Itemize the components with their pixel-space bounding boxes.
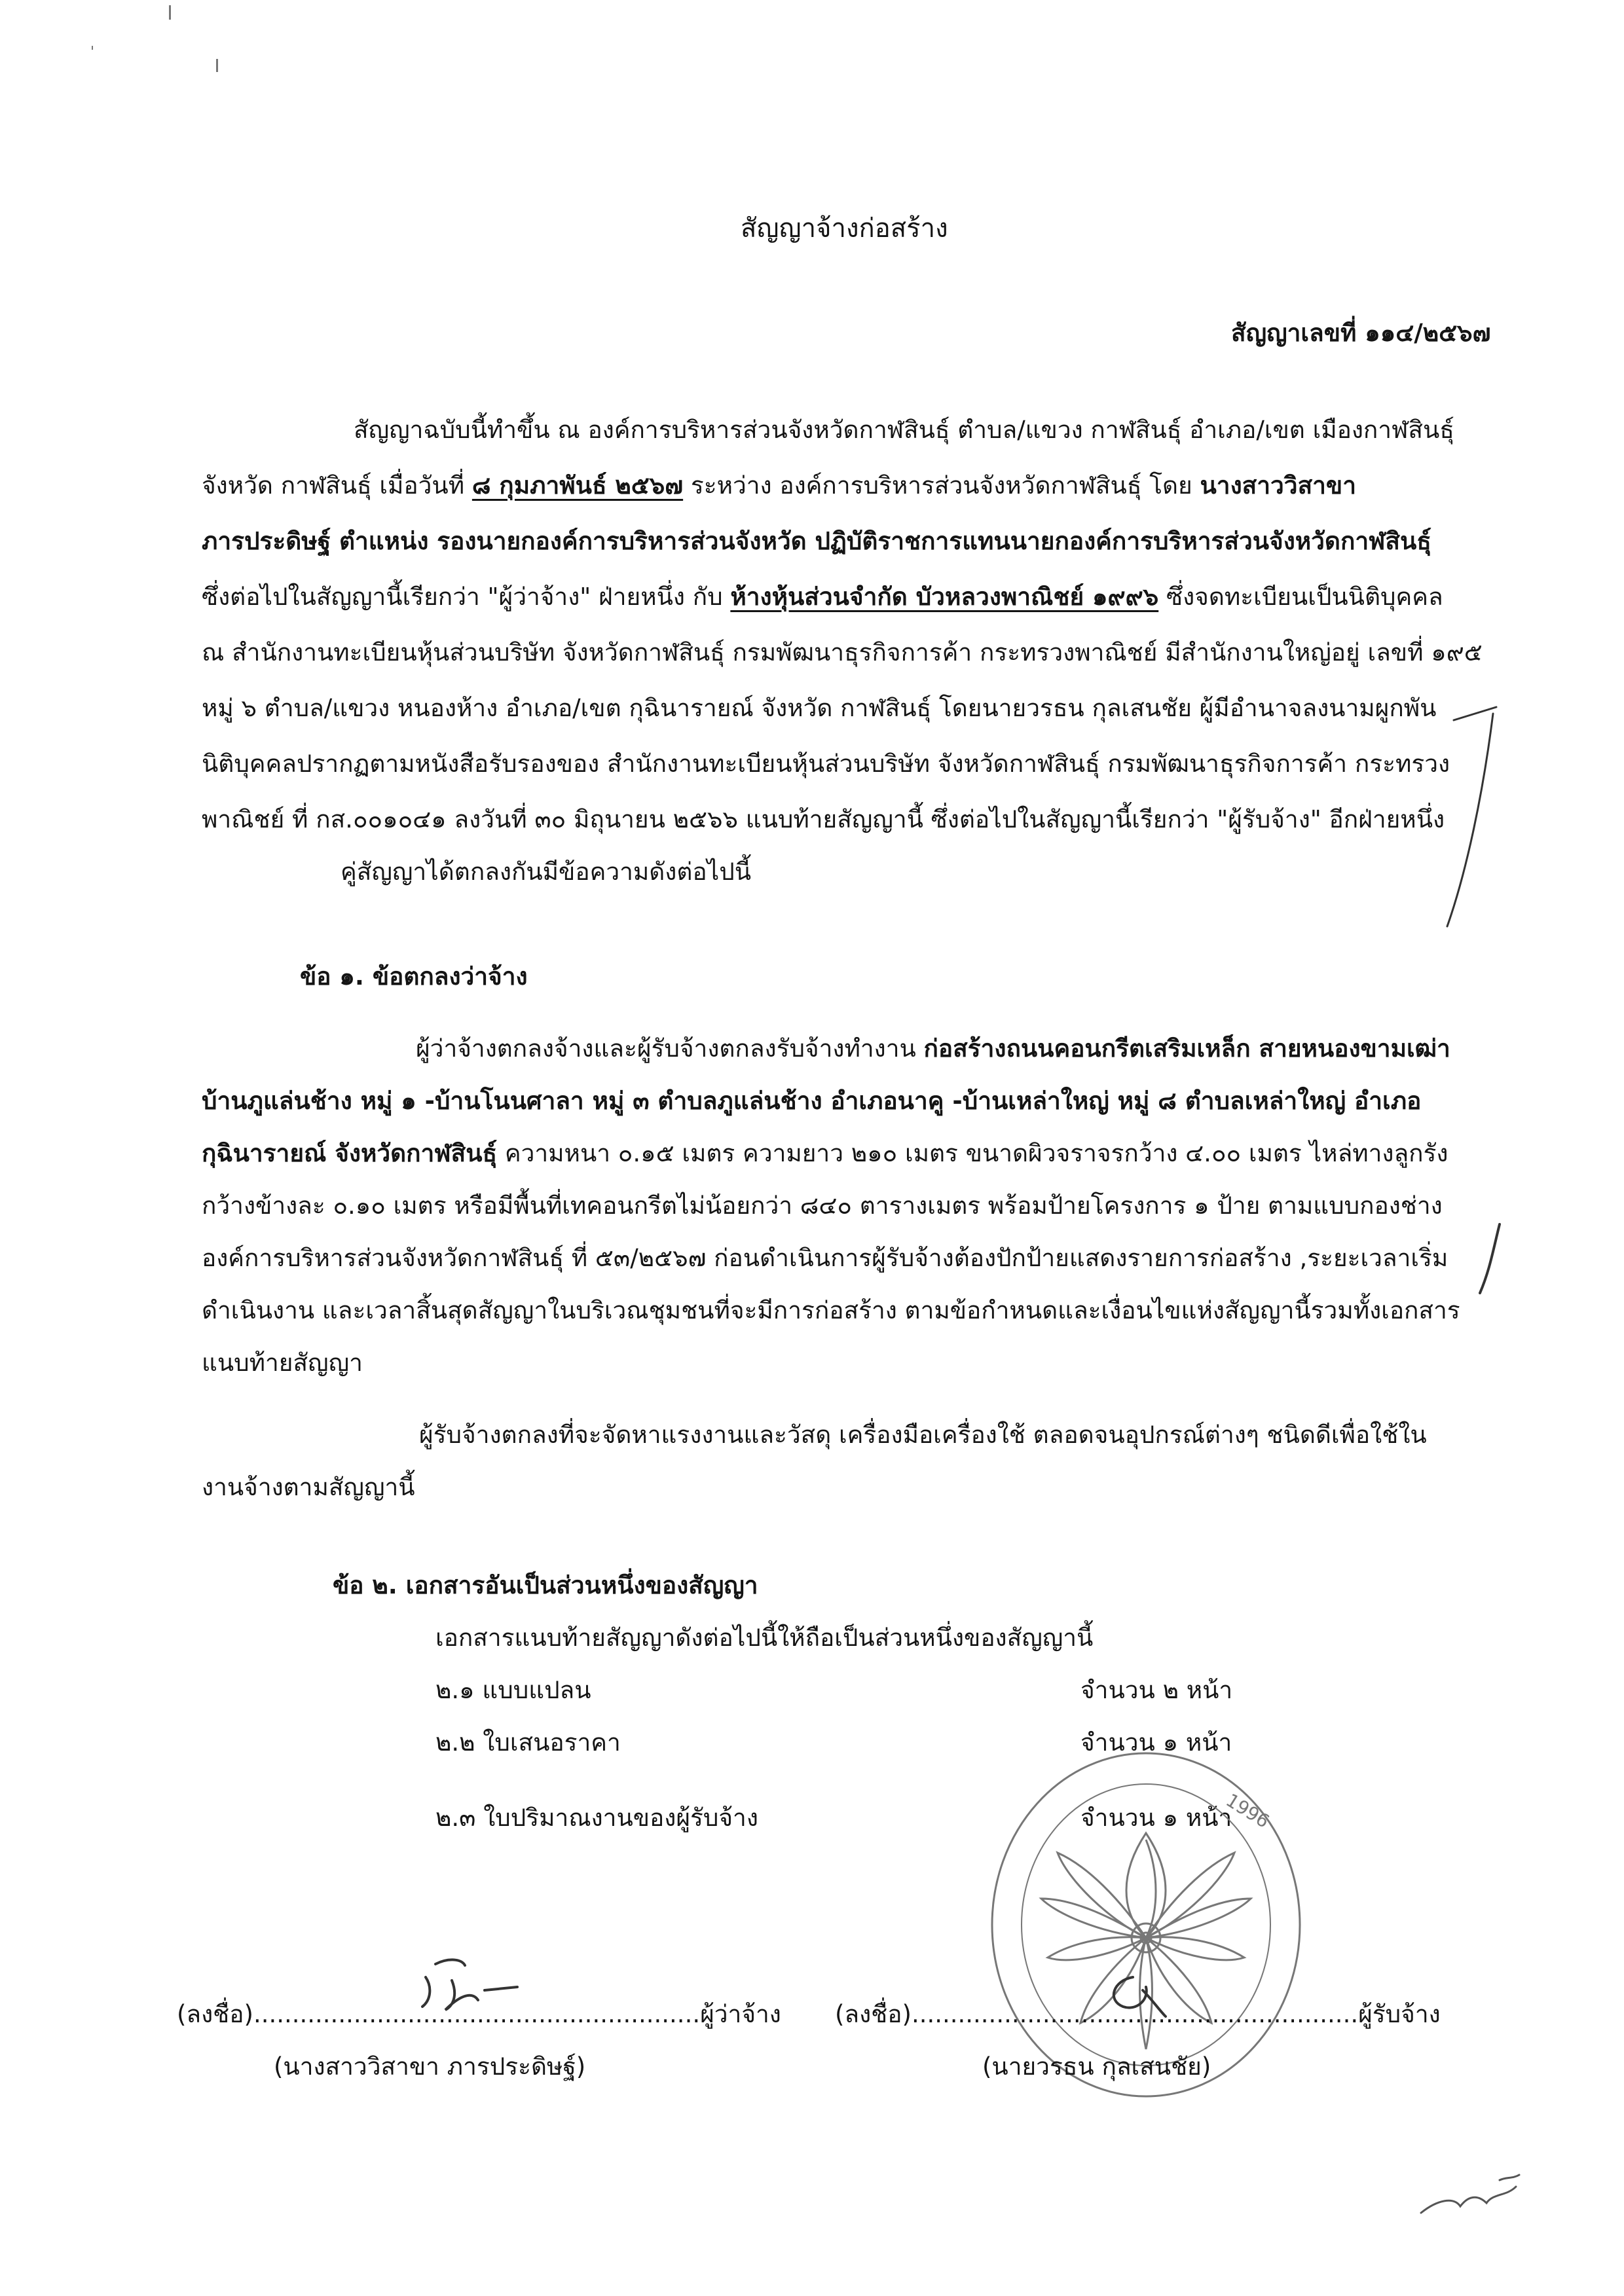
contractor-handwritten-signature	[1087, 1964, 1179, 2030]
attachment-item-2-count: จำนวน ๑ หน้า	[1080, 1728, 1232, 1757]
contractor-signature-line: (ลงชื่อ)..........................................................ผู้รับจ้าง	[835, 2000, 1441, 2028]
clause-2-intro: เอกสารแนบท้ายสัญญาดังต่อไปนี้ให้ถือเป็นส่วนหนึ่งของสัญญานี้	[435, 1624, 1094, 1652]
contractor-company: ห้างหุ้นส่วนจำกัด บัวหลวงพาณิชย์ ๑๙๙๖	[730, 583, 1159, 611]
employer-name: (นางสาววิสาขา ภารประดิษฐ์)	[274, 2052, 586, 2081]
clause-1-line-2: บ้านภูแล่นช้าง หมู่ ๑ -บ้านโนนศาลา หมู่ ๓ ตำบลภูแล่นช้าง อำเภอนาคู -บ้านเหล่าใหญ่ หมู่ ๘ ตำบลเหล่าใหญ่ อำเภอ	[202, 1087, 1422, 1115]
preamble-line-1: สัญญาฉบับนี้ทำขึ้น ณ องค์การบริหารส่วนจังหวัดกาฬสินธุ์ ตำบล/แขวง กาฬสินธุ์ อำเภอ/เขต เมืองกาฬสินธุ์	[354, 416, 1454, 444]
attachment-item-1-count: จำนวน ๒ หน้า	[1080, 1676, 1233, 1704]
employer-signature-line: (ลงชื่อ)..........................................................ผู้ว่าจ้าง	[177, 2000, 781, 2028]
attachment-item-3-count: จำนวน ๑ หน้า	[1080, 1804, 1232, 1832]
clause-1-line-5: องค์การบริหารส่วนจังหวัดกาฬสินธุ์ ที่ ๕๓/๒๕๖๗ ก่อนดำเนินการผู้รับจ้างต้องปักป้ายแสดงรายการก่อสร้าง ,ระยะเวลาเริ่ม	[202, 1244, 1449, 1272]
clause-1-heading: ข้อ ๑. ข้อตกลงว่าจ้าง	[300, 962, 528, 991]
employer-handwritten-signature	[386, 1951, 544, 2023]
contract-number: สัญญาเลขที่ ๑๑๔/๒๕๖๗	[1231, 319, 1491, 347]
svg-text:1996: 1996	[1222, 1789, 1274, 1832]
employer-representative: นางสาววิสาขา	[1200, 471, 1356, 500]
preamble-line-6: หมู่ ๖ ตำบล/แขวง หนองห้าง อำเภอ/เขต กุฉินารายณ์ จังหวัด กาฬสินธุ์ โดยนายวรธน กุลเสนชัย ผู้มีอำนาจลงนามผูกพัน	[202, 694, 1437, 722]
preamble-line-5: ณ สำนักงานทะเบียนหุ้นส่วนบริษัท จังหวัดกาฬสินธุ์ กรมพัฒนาธุรกิจการค้า กระทรวงพาณิชย์ มีสำนักงานใหญ่อยู่ เลขที่ ๑๙๕	[202, 638, 1483, 666]
document-title: สัญญาจ้างก่อสร้าง	[741, 213, 948, 244]
clause-1-line-7: แนบท้ายสัญญา	[202, 1349, 363, 1377]
clause-1-line-3: กุฉินารายณ์ จังหวัดกาฬสินธุ์ ความหนา ๐.๑๕ เมตร ความยาว ๒๑๐ เมตร ขนาดผิวจราจรกว้าง ๔.๐๐ เมตร ไหล่ทางลูกรัง	[202, 1139, 1449, 1167]
preamble-line-9: คู่สัญญาได้ตกลงกันมีข้อความดังต่อไปนี้	[341, 858, 751, 886]
preamble-line-4: ซึ่งต่อไปในสัญญานี้เรียกว่า "ผู้ว่าจ้าง" ฝ่ายหนึ่ง กับ ห้างหุ้นส่วนจำกัด บัวหลวงพาณิชย์ ๑๙๙๖ ซึ่งจดทะเบียนเป็นนิติบุคคล	[202, 583, 1443, 611]
contractor-name: (นายวรธน กุลเสนชัย)	[982, 2052, 1211, 2081]
clause-1-line-8: ผู้รับจ้างตกลงที่จะจัดหาแรงงานและวัสดุ เครื่องมือเครื่องใช้ ตลอดจนอุปกรณ์ต่างๆ ชนิดดีเพื่อใช้ใน	[419, 1421, 1427, 1449]
contract-date: ๘ กุมภาพันธ์ ๒๕๖๗	[471, 471, 684, 500]
preamble-line-3: ภารประดิษฐ์ ตำแหน่ง รองนายกองค์การบริหารส่วนจังหวัด ปฏิบัติราชการแทนนายกองค์การบริหารส่วนจังหวัดกาฬสินธุ์	[202, 527, 1431, 555]
clause-1-line-4: กว้างข้างละ ๐.๑๐ เมตร หรือมีพื้นที่เทคอนกรีตไม่น้อยกว่า ๘๔๐ ตารางเมตร พร้อมป้ายโครงการ ๑ ป้าย ตามแบบกองช่าง	[202, 1192, 1443, 1220]
attachment-item-2-label: ๒.๒ ใบเสนอราคา	[435, 1728, 621, 1757]
attachment-item-3-label: ๒.๓ ใบปริมาณงานของผู้รับจ้าง	[435, 1804, 758, 1832]
preamble-line-8: พาณิชย์ ที่ กส.๐๐๑๐๔๑ ลงวันที่ ๓๐ มิถุนายน ๒๕๖๖ แนบท้ายสัญญานี้ ซึ่งต่อไปในสัญญานี้เรียกว่า "ผู้รับจ้าง" อีกฝ่ายหนึ่ง	[202, 805, 1445, 833]
clause-2-heading: ข้อ ๒. เอกสารอันเป็นส่วนหนึ่งของสัญญา	[333, 1571, 758, 1599]
clause-1-line-9: งานจ้างตามสัญญานี้	[202, 1473, 415, 1501]
clause-1-line-1: ผู้ว่าจ้างตกลงจ้างและผู้รับจ้างตกลงรับจ้างทำงาน ก่อสร้างถนนคอนกรีตเสริมเหล็ก สายหนองขามเฒ่า	[416, 1034, 1450, 1063]
margin-bracket-mark	[1470, 1218, 1509, 1303]
initials-mark	[1408, 2167, 1532, 2226]
preamble-line-2: จังหวัด กาฬสินธุ์ เมื่อวันที่ ๘ กุมภาพันธ์ ๒๕๖๗ ระหว่าง องค์การบริหารส่วนจังหวัดกาฬสินธุ์ โดย นางสาววิสาขา	[202, 471, 1356, 500]
preamble-line-7: นิติบุคคลปรากฏตามหนังสือรับรองของ สำนักงานทะเบียนหุ้นส่วนบริษัท จังหวัดกาฬสินธุ์ กรมพัฒนาธุรกิจการค้า กระทรวง	[202, 750, 1450, 778]
margin-pen-stroke	[1428, 701, 1506, 936]
attachment-item-1-label: ๒.๑ แบบแปลน	[435, 1676, 591, 1704]
clause-1-line-6: ดำเนินงาน และเวลาสิ้นสุดสัญญาในบริเวณชุมชนที่จะมีการก่อสร้าง ตามข้อกำหนดและเงื่อนไขแห่งสัญญานี้รวมทั้งเอกสาร	[202, 1296, 1460, 1324]
scan-specks	[0, 0, 262, 92]
